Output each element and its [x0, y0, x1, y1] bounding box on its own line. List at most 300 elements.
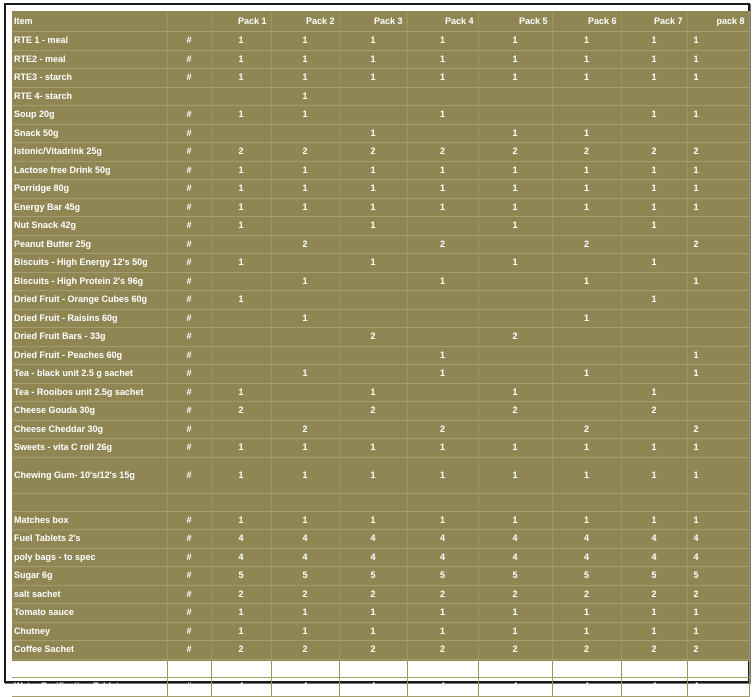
pack-8-cell: 4: [687, 678, 749, 697]
pack-3-cell: 1: [339, 161, 407, 180]
unit-cell: #: [167, 678, 211, 697]
pack-5-cell: [478, 272, 552, 291]
pack-4-cell: [407, 383, 478, 402]
pack-4-cell: 1: [407, 198, 478, 217]
pack-3-cell: 2: [339, 641, 407, 660]
pack-4-cell: [407, 254, 478, 273]
pack-3-cell: 2: [339, 402, 407, 421]
pack-7-cell: 2: [621, 143, 687, 162]
pack-8-cell: 1: [687, 180, 749, 199]
table-row: [12, 217, 749, 236]
pack-6-cell: 1: [552, 198, 621, 217]
item-cell: Istonic/Vitadrink 25g: [12, 143, 167, 162]
pack-5-cell: 1: [478, 217, 552, 236]
item-cell: Tomato sauce: [12, 604, 167, 623]
item-cell: Energy Bar 45g: [12, 198, 167, 217]
pack-1-cell: 5: [211, 567, 271, 586]
pack-6-cell: 4: [552, 548, 621, 567]
empty-cell: [687, 493, 749, 511]
unit-cell: #: [167, 659, 211, 678]
pack-4-cell: [407, 309, 478, 328]
pack-5-cell: [478, 309, 552, 328]
pack-6-cell: 1: [552, 365, 621, 384]
pack-1-cell: [211, 235, 271, 254]
pack-1-cell: 2: [211, 641, 271, 660]
empty-cell: [407, 493, 478, 511]
unit-cell: #: [167, 143, 211, 162]
pack-6-cell: 4: [552, 530, 621, 549]
pack-8-cell: 1: [687, 69, 749, 88]
pack-2-cell: 1: [271, 439, 339, 458]
pack-7-cell: [621, 420, 687, 439]
empty-cell: [621, 493, 687, 511]
pack-1-cell: 1: [211, 439, 271, 458]
item-cell: Biscuits - High Energy 12's 50g: [12, 254, 167, 273]
pack-4-cell: [407, 217, 478, 236]
pack-2-cell: 1: [271, 198, 339, 217]
pack-4-cell: 1: [407, 604, 478, 623]
pack-3-cell: 4: [339, 548, 407, 567]
pack-2-cell: 1: [271, 180, 339, 199]
pack-8-cell: 2: [687, 585, 749, 604]
pack-5-cell: 2: [478, 641, 552, 660]
item-cell: Lactose free Drink 50g: [12, 161, 167, 180]
pack-1-cell: 1: [211, 180, 271, 199]
pack-3-cell: 1: [339, 198, 407, 217]
table-row: [12, 439, 749, 458]
pack-7-cell: 1: [621, 69, 687, 88]
pack-1-cell: 1: [211, 217, 271, 236]
table-row: [12, 641, 749, 660]
table-body: [12, 32, 749, 697]
pack-4-cell: 2: [407, 641, 478, 660]
unit-cell: #: [167, 124, 211, 143]
pack-7-cell: 1: [621, 622, 687, 641]
pack-3-cell: 6: [339, 659, 407, 678]
pack-6-cell: 1: [552, 511, 621, 530]
unit-cell: #: [167, 383, 211, 402]
pack-2-cell: 4: [271, 530, 339, 549]
pack-4-cell: 2: [407, 585, 478, 604]
pack-2-cell: 1: [271, 50, 339, 69]
table-row: [12, 69, 749, 88]
unit-cell: #: [167, 291, 211, 310]
header-pack-1: Pack 1: [211, 11, 271, 32]
pack-8-cell: 1: [687, 272, 749, 291]
pack-1-cell: [211, 328, 271, 347]
pack-8-cell: [687, 87, 749, 106]
table-row: [12, 235, 749, 254]
table-row: [12, 143, 749, 162]
unit-cell: #: [167, 420, 211, 439]
item-cell: Water Purification Tablets: [12, 678, 167, 697]
pack-2-cell: [271, 254, 339, 273]
pack-2-cell: [271, 291, 339, 310]
pack-1-cell: 4: [211, 530, 271, 549]
unit-cell: #: [167, 622, 211, 641]
pack-2-cell: 1: [271, 511, 339, 530]
pack-4-cell: 2: [407, 235, 478, 254]
header-pack-3: Pack 3: [339, 11, 407, 32]
pack-8-cell: 5: [687, 567, 749, 586]
pack-1-cell: 1: [211, 50, 271, 69]
unit-cell: #: [167, 548, 211, 567]
table-row: [12, 328, 749, 347]
pack-8-cell: [687, 217, 749, 236]
pack-5-cell: 2: [478, 328, 552, 347]
pack-4-cell: 1: [407, 180, 478, 199]
pack-3-cell: [339, 309, 407, 328]
pack-5-cell: 1: [478, 180, 552, 199]
pack-6-cell: 2: [552, 641, 621, 660]
pack-2-cell: 1: [271, 365, 339, 384]
pack-3-cell: [339, 87, 407, 106]
pack-2-cell: 4: [271, 678, 339, 697]
pack-contents-table: [12, 11, 750, 697]
header-unit: [167, 11, 211, 32]
pack-6-cell: [552, 328, 621, 347]
pack-6-cell: [552, 346, 621, 365]
unit-cell: #: [167, 309, 211, 328]
header-pack-2: Pack 2: [271, 11, 339, 32]
pack-2-cell: 2: [271, 585, 339, 604]
pack-4-cell: 1: [407, 365, 478, 384]
pack-5-cell: 1: [478, 254, 552, 273]
pack-7-cell: 4: [621, 678, 687, 697]
pack-5-cell: 1: [478, 439, 552, 458]
pack-4-cell: 2: [407, 143, 478, 162]
table-row: [12, 585, 749, 604]
pack-1-cell: 1: [211, 457, 271, 493]
unit-cell: #: [167, 161, 211, 180]
pack-3-cell: [339, 420, 407, 439]
pack-5-cell: 2: [478, 585, 552, 604]
table-row: [12, 511, 749, 530]
pack-8-cell: [687, 291, 749, 310]
spacer-row: [12, 493, 749, 511]
unit-cell: #: [167, 50, 211, 69]
pack-7-cell: 1: [621, 439, 687, 458]
pack-2-cell: 4: [271, 548, 339, 567]
pack-6-cell: 2: [552, 143, 621, 162]
pack-8-cell: 1: [687, 457, 749, 493]
pack-2-cell: [271, 124, 339, 143]
table-row: [12, 567, 749, 586]
pack-2-cell: [271, 328, 339, 347]
pack-1-cell: 1: [211, 254, 271, 273]
pack-3-cell: 1: [339, 69, 407, 88]
unit-cell: #: [167, 604, 211, 623]
item-cell: Snack 50g: [12, 124, 167, 143]
pack-5-cell: [478, 346, 552, 365]
pack-3-cell: 2: [339, 585, 407, 604]
item-cell: RTE 4- starch: [12, 87, 167, 106]
empty-cell: [12, 493, 167, 511]
pack-5-cell: 4: [478, 548, 552, 567]
pack-5-cell: [478, 235, 552, 254]
item-cell: Coffee Sachet: [12, 641, 167, 660]
table-row: [12, 50, 749, 69]
table-row: [12, 604, 749, 623]
pack-6-cell: 1: [552, 180, 621, 199]
pack-2-cell: 1: [271, 69, 339, 88]
pack-5-cell: 1: [478, 32, 552, 51]
unit-cell: #: [167, 328, 211, 347]
pack-contents-sheet: [12, 11, 749, 691]
pack-6-cell: 1: [552, 50, 621, 69]
pack-7-cell: [621, 328, 687, 347]
pack-5-cell: 1: [478, 198, 552, 217]
unit-cell: #: [167, 180, 211, 199]
table-row: [12, 365, 749, 384]
pack-5-cell: 5: [478, 567, 552, 586]
pack-3-cell: [339, 346, 407, 365]
pack-7-cell: 1: [621, 383, 687, 402]
pack-1-cell: [211, 365, 271, 384]
pack-1-cell: 4: [211, 678, 271, 697]
pack-1-cell: 1: [211, 106, 271, 125]
pack-6-cell: 1: [552, 32, 621, 51]
table-row: [12, 402, 749, 421]
pack-3-cell: 5: [339, 567, 407, 586]
pack-7-cell: [621, 365, 687, 384]
header-pack-7: Pack 7: [621, 11, 687, 32]
pack-8-cell: 1: [687, 106, 749, 125]
pack-6-cell: [552, 217, 621, 236]
pack-5-cell: [478, 106, 552, 125]
pack-2-cell: 1: [271, 106, 339, 125]
item-cell: poly bags - to spec: [12, 548, 167, 567]
pack-8-cell: 1: [687, 604, 749, 623]
pack-3-cell: 1: [339, 124, 407, 143]
pack-5-cell: 1: [478, 50, 552, 69]
pack-3-cell: [339, 106, 407, 125]
pack-3-cell: 1: [339, 50, 407, 69]
pack-4-cell: [407, 291, 478, 310]
pack-8-cell: 2: [687, 235, 749, 254]
pack-4-cell: 1: [407, 439, 478, 458]
pack-4-cell: 1: [407, 272, 478, 291]
item-cell: Biscuits - High Protein 2's 96g: [12, 272, 167, 291]
pack-6-cell: 2: [552, 235, 621, 254]
unit-cell: #: [167, 235, 211, 254]
unit-cell: #: [167, 585, 211, 604]
pack-7-cell: 5: [621, 567, 687, 586]
pack-8-cell: 1: [687, 50, 749, 69]
table-row: [12, 180, 749, 199]
pack-7-cell: [621, 272, 687, 291]
table-row: [12, 622, 749, 641]
header-pack-6: Pack 6: [552, 11, 621, 32]
pack-7-cell: 1: [621, 32, 687, 51]
pack-5-cell: 1: [478, 69, 552, 88]
pack-6-cell: 1: [552, 604, 621, 623]
pack-7-cell: 2: [621, 402, 687, 421]
header-item: Item: [12, 11, 167, 32]
pack-7-cell: [621, 87, 687, 106]
table-row: [12, 32, 749, 51]
unit-cell: #: [167, 439, 211, 458]
pack-3-cell: [339, 291, 407, 310]
pack-3-cell: 2: [339, 328, 407, 347]
pack-8-cell: 1: [687, 365, 749, 384]
pack-3-cell: 4: [339, 530, 407, 549]
pack-2-cell: 1: [271, 457, 339, 493]
pack-6-cell: [552, 254, 621, 273]
unit-cell: #: [167, 567, 211, 586]
pack-2-cell: 1: [271, 161, 339, 180]
pack-7-cell: 1: [621, 180, 687, 199]
pack-2-cell: 1: [271, 87, 339, 106]
item-cell: Tea - black unit 2.5 g sachet: [12, 365, 167, 384]
pack-7-cell: [621, 235, 687, 254]
table-row: [12, 383, 749, 402]
pack-1-cell: [211, 272, 271, 291]
pack-6-cell: 1: [552, 69, 621, 88]
pack-3-cell: 1: [339, 254, 407, 273]
pack-8-cell: 6: [687, 659, 749, 678]
pack-5-cell: 2: [478, 143, 552, 162]
pack-6-cell: 1: [552, 439, 621, 458]
item-cell: Matches box: [12, 511, 167, 530]
pack-4-cell: 1: [407, 511, 478, 530]
pack-8-cell: 4: [687, 548, 749, 567]
table-row: [12, 254, 749, 273]
pack-7-cell: 1: [621, 50, 687, 69]
pack-1-cell: 1: [211, 198, 271, 217]
pack-1-cell: 1: [211, 291, 271, 310]
empty-cell: [167, 493, 211, 511]
pack-8-cell: 2: [687, 641, 749, 660]
pack-6-cell: [552, 383, 621, 402]
pack-6-cell: [552, 87, 621, 106]
pack-7-cell: 1: [621, 161, 687, 180]
pack-6-cell: 1: [552, 622, 621, 641]
empty-cell: [271, 493, 339, 511]
item-cell: Porridge 80g: [12, 180, 167, 199]
pack-1-cell: [211, 87, 271, 106]
unit-cell: #: [167, 254, 211, 273]
pack-4-cell: 1: [407, 32, 478, 51]
item-cell: RTE 1 - meal: [12, 32, 167, 51]
header-pack-8: pack 8: [687, 11, 749, 32]
unit-cell: #: [167, 346, 211, 365]
pack-6-cell: 6: [552, 659, 621, 678]
pack-5-cell: 1: [478, 457, 552, 493]
pack-1-cell: 1: [211, 69, 271, 88]
empty-cell: [339, 493, 407, 511]
unit-cell: #: [167, 365, 211, 384]
pack-5-cell: [478, 87, 552, 106]
pack-1-cell: 2: [211, 143, 271, 162]
pack-3-cell: 1: [339, 217, 407, 236]
pack-2-cell: [271, 402, 339, 421]
pack-1-cell: [211, 309, 271, 328]
header-row: [12, 11, 749, 32]
pack-3-cell: [339, 272, 407, 291]
pack-3-cell: 1: [339, 32, 407, 51]
pack-8-cell: [687, 402, 749, 421]
pack-8-cell: 2: [687, 143, 749, 162]
pack-8-cell: [687, 254, 749, 273]
item-cell: salt sachet: [12, 585, 167, 604]
pack-3-cell: [339, 365, 407, 384]
unit-cell: #: [167, 530, 211, 549]
pack-5-cell: 4: [478, 678, 552, 697]
pack-2-cell: [271, 346, 339, 365]
item-cell: Dried Fruit - Orange Cubes 60g: [12, 291, 167, 310]
table-row: [12, 420, 749, 439]
table-row: [12, 530, 749, 549]
pack-3-cell: 2: [339, 143, 407, 162]
pack-3-cell: 1: [339, 439, 407, 458]
item-cell: Chewing Gum- 10's/12's 15g: [12, 457, 167, 493]
pack-2-cell: [271, 217, 339, 236]
pack-3-cell: 1: [339, 622, 407, 641]
pack-1-cell: 1: [211, 32, 271, 51]
pack-3-cell: 1: [339, 383, 407, 402]
pack-7-cell: 1: [621, 198, 687, 217]
unit-cell: #: [167, 641, 211, 660]
pack-2-cell: 2: [271, 420, 339, 439]
pack-7-cell: 2: [621, 585, 687, 604]
pack-3-cell: 1: [339, 604, 407, 623]
pack-2-cell: 1: [271, 272, 339, 291]
pack-4-cell: 4: [407, 678, 478, 697]
pack-4-cell: 1: [407, 622, 478, 641]
pack-1-cell: 1: [211, 604, 271, 623]
item-cell: Sugar 6g: [12, 567, 167, 586]
pack-4-cell: 1: [407, 161, 478, 180]
pack-8-cell: [687, 309, 749, 328]
pack-8-cell: [687, 383, 749, 402]
pack-7-cell: 4: [621, 548, 687, 567]
pack-6-cell: 1: [552, 457, 621, 493]
pack-7-cell: 1: [621, 254, 687, 273]
pack-1-cell: 2: [211, 402, 271, 421]
item-cell: Fuel Tablets 2's: [12, 530, 167, 549]
item-cell: Creamer sachet: [12, 659, 167, 678]
header-pack-5: Pack 5: [478, 11, 552, 32]
pack-2-cell: 1: [271, 309, 339, 328]
pack-4-cell: [407, 87, 478, 106]
pack-6-cell: 2: [552, 585, 621, 604]
pack-6-cell: 2: [552, 420, 621, 439]
pack-3-cell: 4: [339, 678, 407, 697]
table-row: [12, 272, 749, 291]
pack-1-cell: 2: [211, 585, 271, 604]
pack-5-cell: [478, 420, 552, 439]
unit-cell: #: [167, 198, 211, 217]
pack-6-cell: 5: [552, 567, 621, 586]
pack-4-cell: 1: [407, 50, 478, 69]
item-cell: Peanut Butter 25g: [12, 235, 167, 254]
pack-2-cell: [271, 383, 339, 402]
pack-8-cell: 1: [687, 511, 749, 530]
pack-4-cell: 1: [407, 346, 478, 365]
pack-4-cell: [407, 402, 478, 421]
pack-3-cell: 1: [339, 180, 407, 199]
pack-5-cell: 1: [478, 511, 552, 530]
pack-7-cell: 1: [621, 457, 687, 493]
pack-1-cell: [211, 420, 271, 439]
pack-5-cell: 1: [478, 622, 552, 641]
pack-4-cell: 1: [407, 69, 478, 88]
pack-7-cell: 4: [621, 530, 687, 549]
pack-6-cell: [552, 106, 621, 125]
pack-6-cell: 1: [552, 309, 621, 328]
pack-8-cell: 4: [687, 530, 749, 549]
